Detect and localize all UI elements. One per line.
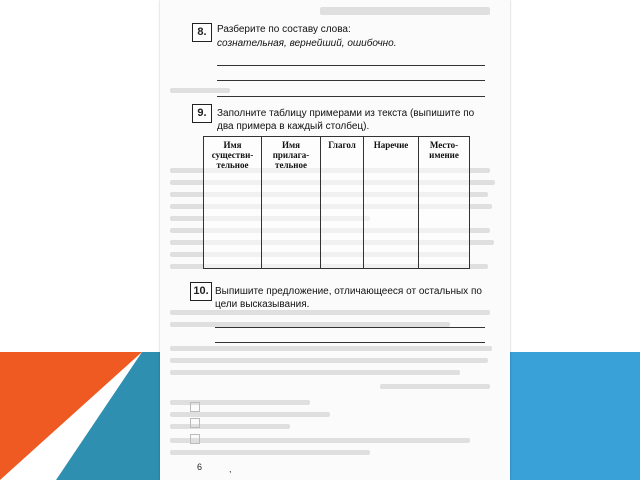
task-9-number: 9. [192, 104, 212, 123]
faded-checkbox [190, 434, 200, 444]
bleed-through-line [170, 358, 488, 363]
bleed-through-line [170, 346, 492, 351]
answer-line [217, 80, 485, 81]
task-9-instruction-line-1: Заполните таблицу примерами из текста (выпишите по [217, 108, 475, 119]
bleed-through-line [380, 384, 490, 389]
task-8-number: 8. [192, 23, 212, 42]
answer-line [215, 342, 485, 343]
parts-of-speech-table [203, 136, 470, 269]
blue-right-block [510, 352, 640, 480]
bleed-through-line [170, 88, 230, 93]
answer-line [215, 327, 485, 328]
column-header-verb: Глагол [321, 137, 364, 269]
bleed-through-line [170, 450, 370, 455]
task-8-words: сознательная, вернейший, ошибочно. [217, 38, 397, 49]
answer-line [217, 65, 485, 66]
footer-mark: , [229, 464, 232, 474]
task-10-instruction-line-2: цели высказывания. [215, 299, 310, 310]
column-header-adjective: Имя прилага-тельное [262, 137, 321, 269]
bleed-through-line [170, 424, 290, 429]
task-10-number: 10. [190, 282, 212, 301]
bleed-through-line [170, 412, 330, 417]
task-8-instruction: Разберите по составу слова: [217, 24, 351, 35]
page-number: 6 [197, 462, 203, 472]
bleed-through-line [320, 7, 490, 15]
answer-line [217, 96, 485, 97]
bleed-through-line [170, 438, 470, 443]
column-header-pronoun: Место-имение [419, 137, 470, 269]
faded-checkbox [190, 402, 200, 412]
faded-checkbox [190, 418, 200, 428]
column-header-noun: Имя существи-тельное [204, 137, 262, 269]
workbook-page [160, 0, 510, 480]
task-10-instruction-line-1: Выпишите предложение, отличающееся от остальных по [215, 286, 482, 297]
task-9-instruction-line-2: два примера в каждый столбец). [217, 121, 370, 132]
bleed-through-line [170, 370, 460, 375]
column-header-adverb: Наречие [364, 137, 419, 269]
